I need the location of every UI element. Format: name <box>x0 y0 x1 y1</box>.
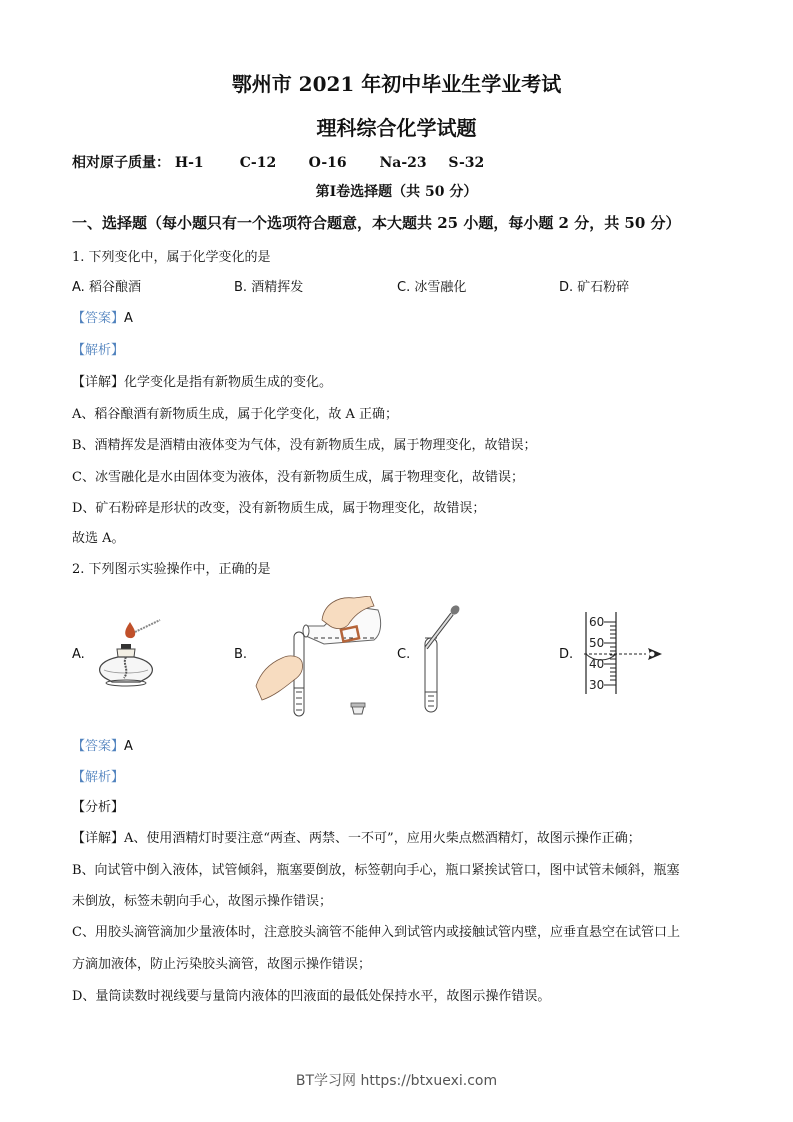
q1-answer: 【答案】A <box>72 311 133 326</box>
exam-title: 鄂州市 2021 年初中毕业生学业考试 <box>231 72 562 96</box>
q1-option-a: A. 稻谷酿酒 <box>72 280 141 295</box>
q2-explanation-b2: 未倒放，标签未朝向手心，故图示操作错误； <box>72 894 333 909</box>
atomic-mass-s: S-32 <box>448 155 485 171</box>
q2-explanation-c1: C、用胶头滴管滴加少量液体时，注意胶头滴管不能伸入到试管内或接触试管内壁，应垂直悬空在试管口上 <box>72 925 680 940</box>
section-title: 第Ⅰ卷选择题（共 50 分） <box>315 184 478 200</box>
part-title: 一、选择题（每小题只有一个选项符合题意，本大题共 25 小题，每小题 2 分，共 50 分） <box>72 214 681 232</box>
q1-explanation-a: A、稻谷酿酒有新物质生成，属于化学变化，故 A 正确； <box>72 407 399 422</box>
q1-option-c: C. 冰雪融化 <box>397 280 467 295</box>
atomic-mass-o: O-16 <box>308 155 347 171</box>
atomic-mass-na: Na-23 <box>379 155 427 171</box>
tick-60: 60 <box>589 615 605 629</box>
q1-option-b: B. 酒精挥发 <box>234 280 304 295</box>
q1-conclusion: 故选 A。 <box>72 531 125 546</box>
q2-explanation-b1: B、向试管中倒入液体，试管倾斜，瓶塞要倒放，标签朝向手心，瓶口紧挨试管口，图中试管未倾斜，瓶塞 <box>72 863 680 878</box>
q2-detail: 【详解】A、使用酒精灯时要注意“两查、两禁、一不可”，应用火柴点燃酒精灯，故图示操作正确； <box>72 831 641 846</box>
q1-analysis-tag: 【解析】 <box>72 343 125 358</box>
atomic-mass-label: 相对原子质量： <box>72 155 170 171</box>
q2-analysis-sub-tag: 【分析】 <box>72 800 125 815</box>
q2-stem: 2. 下列图示实验操作中，正确的是 <box>72 562 271 577</box>
exam-subtitle: 理科综合化学试题 <box>316 116 477 140</box>
alcohol-lamp-lighting-icon <box>94 612 166 690</box>
q2-answer: 【答案】A <box>72 739 133 754</box>
q2-analysis-tag: 【解析】 <box>72 770 125 785</box>
q1-detail: 【详解】化学变化是指有新物质生成的变化。 <box>72 375 333 390</box>
answer-tag: 【答案】 <box>72 739 125 754</box>
detail-tag: 【详解】 <box>72 375 125 390</box>
tick-40: 40 <box>589 657 605 671</box>
q1-explanation-d: D、矿石粉碎是形状的改变，没有新物质生成，属于物理变化，故错误； <box>72 501 486 516</box>
atomic-mass-c: C-12 <box>239 155 277 171</box>
q2-explanation-c2: 方滴加液体，防止污染胶头滴管，故图示操作错误； <box>72 957 372 972</box>
q2-figure-label-d: D. <box>559 647 574 662</box>
detail-tag: 【详解】 <box>72 831 125 846</box>
q2-figure-label-b: B. <box>234 647 248 662</box>
atomic-masses <box>72 152 484 172</box>
q1-option-d: D. 矿石粉碎 <box>559 280 630 295</box>
q1-explanation-b: B、酒精挥发是酒精由液体变为气体，没有新物质生成，属于物理变化，故错误； <box>72 438 537 453</box>
q1-stem: 1. 下列变化中，属于化学变化的是 <box>72 250 271 265</box>
q2-figure-label-c: C. <box>397 647 411 662</box>
q1-explanation-c: C、冰雪融化是水由固体变为液体，没有新物质生成，属于物理变化，故错误； <box>72 470 524 485</box>
tick-50: 50 <box>589 636 605 650</box>
graduated-cylinder-icon <box>584 610 670 696</box>
tick-30: 30 <box>589 678 605 692</box>
dropper-icon <box>418 604 466 716</box>
pouring-liquid-icon <box>254 596 384 724</box>
footer-watermark: BT学习网 https://btxuexi.com <box>295 1073 498 1089</box>
q2-figure-label-a: A. <box>72 647 85 662</box>
answer-tag: 【答案】 <box>72 311 125 326</box>
q2-explanation-d: D、量筒读数时视线要与量筒内液体的凹液面的最低处保持水平，故图示操作错误。 <box>72 989 551 1004</box>
atomic-mass-h: H-1 <box>174 155 204 171</box>
